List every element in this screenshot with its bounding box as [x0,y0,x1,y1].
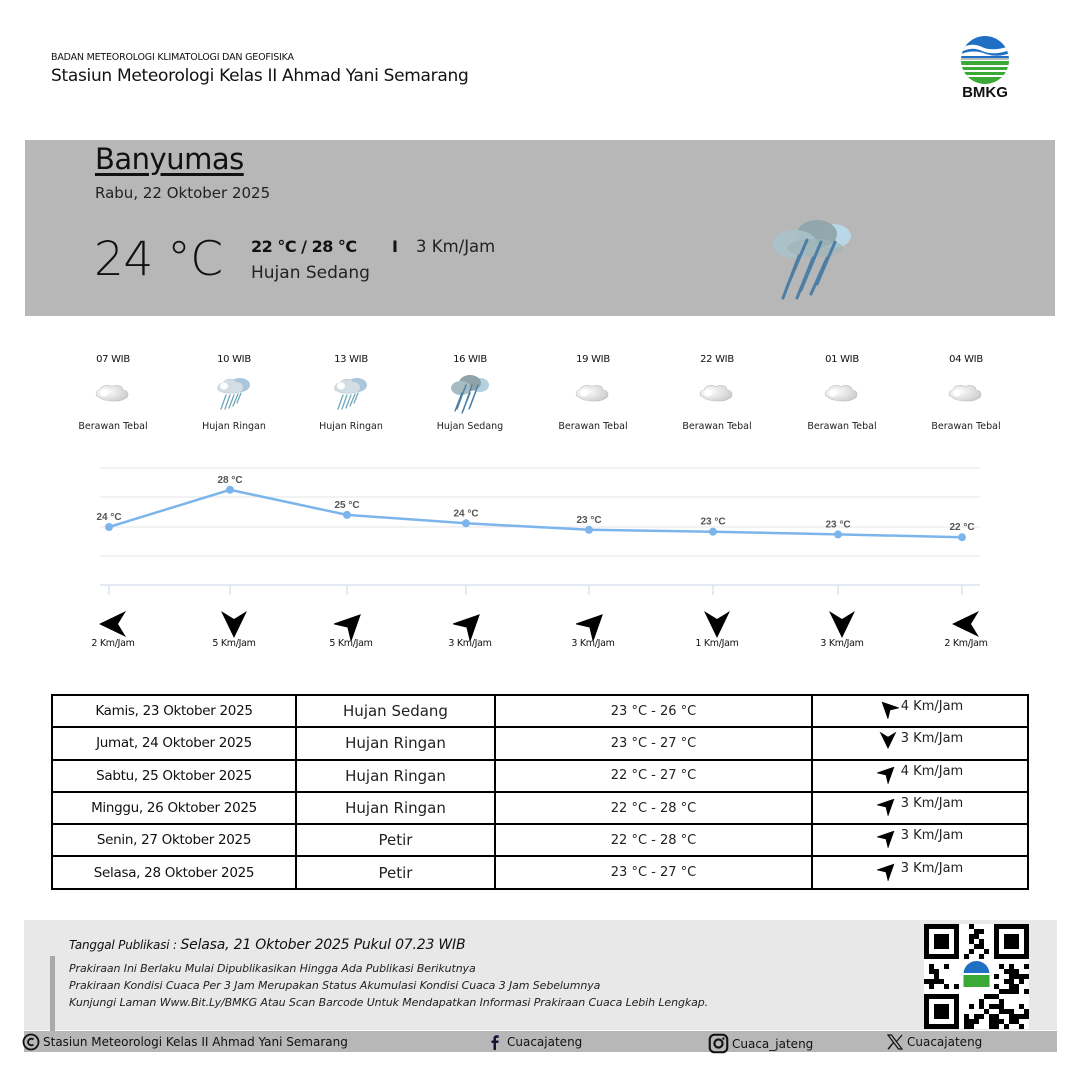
hourly-item [792,354,892,432]
day-wind [812,727,1028,759]
wind-direction-icon [916,607,1016,641]
day-wind [812,760,1028,792]
table-row [52,727,1028,759]
table-row [52,856,1028,888]
wind-speed: 3 Km/Jam [900,828,964,844]
light-rain-icon [301,371,401,415]
wind-direction-icon [877,764,899,788]
day-date: Kamis, 23 Oktober 2025 [52,695,296,727]
day-temp-range: 23 °C - 27 °C [495,727,812,759]
day-temp-range: 23 °C - 27 °C [495,856,812,888]
temperature-line-chart [80,460,1000,600]
x-link[interactable] [886,1033,982,1051]
hour-time: 07 WIB [96,354,130,365]
svg-text:28 °C: 28 °C [217,474,243,486]
x-handle: Cuacajateng [907,1035,983,1049]
hourly-wind-item [792,607,892,649]
wind-direction-icon [301,607,401,641]
current-wind-speed: 3 Km/Jam [416,237,496,256]
hourly-wind-item [543,607,643,649]
hourly-item [543,354,643,432]
wind-direction-icon [877,828,899,852]
publication-date [69,937,465,953]
current-temperature: 24 °C [94,232,223,287]
day-temp-range: 22 °C - 28 °C [495,792,812,824]
table-row [52,760,1028,792]
day-temp-range: 23 °C - 26 °C [495,695,812,727]
wind-direction-icon [792,607,892,641]
table-row [52,792,1028,824]
hour-condition: Hujan Ringan [202,421,266,432]
svg-text:24 °C: 24 °C [453,508,479,520]
cloud-icon [667,371,767,415]
facebook-link[interactable] [486,1033,582,1051]
day-wind [812,695,1028,727]
day-wind [812,856,1028,888]
wind-speed: 5 Km/Jam [329,638,373,649]
footer-note-3: Kunjungi Laman Www.Bit.Ly/BMKG Atau Scan Barcode Untuk Mendapatkan Informasi Prakiraan Cuaca Lebih Lengkap. [69,996,709,1009]
wind-speed: 1 Km/Jam [695,638,739,649]
day-wind [812,824,1028,856]
hour-condition: Berawan Tebal [558,421,628,432]
hour-time: 04 WIB [949,354,983,365]
hourly-item [420,354,520,432]
hour-time: 10 WIB [217,354,251,365]
day-date: Minggu, 26 Oktober 2025 [52,792,296,824]
bmkg-logo-text: BMKG [962,84,1008,101]
wind-speed: 3 Km/Jam [448,638,492,649]
hourly-wind-item [667,607,767,649]
day-date: Sabtu, 25 Oktober 2025 [52,760,296,792]
wind-speed: 2 Km/Jam [91,638,135,649]
current-date: Rabu, 22 Oktober 2025 [95,184,271,202]
hourly-wind-item [63,607,163,649]
table-row [52,824,1028,856]
copyright-item [22,1033,348,1051]
day-date: Senin, 27 Oktober 2025 [52,824,296,856]
facebook-handle: Cuacajateng [507,1035,583,1049]
instagram-icon [708,1033,729,1054]
day-condition: Petir [296,856,495,888]
copyright-icon [22,1033,40,1051]
heavy-rain-icon [765,212,860,307]
instagram-link[interactable] [708,1033,813,1054]
wind-speed: 3 Km/Jam [571,638,615,649]
wind-direction-icon [877,861,899,885]
svg-text:23 °C: 23 °C [576,514,602,526]
svg-text:23 °C: 23 °C [825,519,851,531]
wind-speed: 3 Km/Jam [900,860,964,876]
hour-condition: Berawan Tebal [807,421,877,432]
day-condition: Hujan Ringan [296,727,495,759]
footer-accent-bar [50,956,55,1032]
hour-time: 22 WIB [700,354,734,365]
day-condition: Hujan Ringan [296,760,495,792]
hourly-wind-item [420,607,520,649]
hour-time: 01 WIB [825,354,859,365]
hourly-item [667,354,767,432]
heavy-rain-icon [420,371,520,415]
hourly-wind-item [184,607,284,649]
hourly-item [184,354,284,432]
cloud-icon [792,371,892,415]
footer-note-1: Prakiraan Ini Berlaku Mulai Dipublikasikan Hingga Ada Publikasi Berikutnya [69,962,476,975]
hour-time: 16 WIB [453,354,487,365]
wind-speed: 2 Km/Jam [944,638,988,649]
wind-speed: 3 Km/Jam [900,731,964,747]
wind-direction-icon [877,699,899,723]
cloud-icon [63,371,163,415]
instagram-handle: Cuaca_jateng [732,1036,814,1051]
day-date: Jumat, 24 Oktober 2025 [52,727,296,759]
svg-text:22 °C: 22 °C [949,522,975,534]
copyright-text: Stasiun Meteorologi Kelas II Ahmad Yani Semarang [43,1035,348,1049]
current-condition: Hujan Sedang [251,263,370,283]
city-name: Banyumas [95,142,244,176]
day-condition: Hujan Sedang [296,695,495,727]
day-condition: Hujan Ringan [296,792,495,824]
day-wind [812,792,1028,824]
hour-condition: Hujan Ringan [319,421,383,432]
current-temp-range: 22 °C / 28 °C [251,237,357,256]
light-rain-icon [184,371,284,415]
facebook-icon [486,1033,504,1051]
wind-speed: 3 Km/Jam [900,796,964,812]
cloud-icon [543,371,643,415]
wind-direction-icon [63,607,163,641]
svg-text:25 °C: 25 °C [334,499,360,511]
day-temp-range: 22 °C - 28 °C [495,824,812,856]
svg-text:23 °C: 23 °C [700,516,726,528]
hourly-item [916,354,1016,432]
wind-direction-icon [184,607,284,641]
wind-speed: 5 Km/Jam [212,638,256,649]
hour-condition: Berawan Tebal [682,421,752,432]
hour-time: 13 WIB [334,354,368,365]
wind-speed: 4 Km/Jam [900,763,964,779]
hourly-item [301,354,401,432]
hour-condition: Hujan Sedang [436,421,504,432]
day-temp-range: 22 °C - 27 °C [495,760,812,792]
hourly-wind-item [301,607,401,649]
separator: I [392,237,398,256]
day-condition: Petir [296,824,495,856]
hour-condition: Berawan Tebal [931,421,1001,432]
publication-label: Tanggal Publikasi : [69,938,181,952]
footer-note-2: Prakiraan Kondisi Cuaca Per 3 Jam Merupakan Status Akumulasi Kondisi Cuaca 3 Jam Sebelumnya [69,979,601,992]
cloud-icon [916,371,1016,415]
wind-direction-icon [420,607,520,641]
hour-condition: Berawan Tebal [78,421,148,432]
wind-direction-icon [543,607,643,641]
daily-forecast-table [51,694,1029,890]
x-icon [886,1033,904,1051]
agency-name: BADAN METEOROLOGI KLIMATOLOGI DAN GEOFISIKA [51,52,294,63]
svg-text:24 °C: 24 °C [96,512,122,523]
table-row [52,695,1028,727]
qr-code[interactable] [924,924,1029,1029]
hourly-wind-item [916,607,1016,649]
wind-direction-icon [667,607,767,641]
publication-value: Selasa, 21 Oktober 2025 Pukul 07.23 WIB [180,937,466,953]
wind-speed: 3 Km/Jam [820,638,864,649]
station-name: Stasiun Meteorologi Kelas II Ahmad Yani Semarang [51,66,469,86]
hour-time: 19 WIB [576,354,610,365]
hourly-item [63,354,163,432]
wind-direction-icon [877,796,899,820]
day-date: Selasa, 28 Oktober 2025 [52,856,296,888]
wind-speed: 4 Km/Jam [900,699,964,715]
wind-direction-icon [877,731,899,755]
